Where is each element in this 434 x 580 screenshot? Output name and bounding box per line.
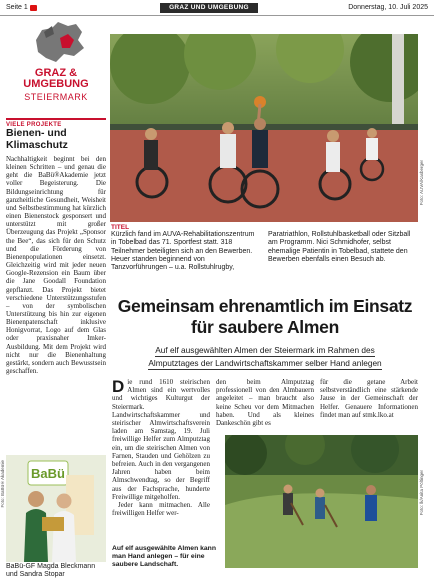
left-photo-credit: Foto: BaBü®Akademie: [0, 460, 5, 508]
left-headline: Bienen- und Klimaschutz: [6, 127, 68, 151]
svg-text:BaBü: BaBü: [31, 466, 65, 481]
subhead-line-1: Auf elf ausgewählten Almen der Steiermark im Rahmen des: [155, 345, 375, 355]
logo-subtitle: STEIERMARK: [24, 92, 88, 102]
wheelchair-basketball-photo: [110, 34, 418, 222]
caption-column-1: Kürzlich fand im AUVA-Rehabilitationszentrum in Tobelbad das 71. Sportfest statt. 318 Teilnehmer beteiligten sich an den Bewerben. Heuer standen beginnend von Tanzvorführungen – u.a. Rollstuhlrugby,: [111, 231, 255, 272]
krone-flag-icon: [30, 5, 37, 11]
bottom-photo-caption: Auf elf ausgewählte Almen kann man Hand anlegen – für eine saubere Landschaft.: [112, 545, 216, 568]
alm-cleanup-scene: [225, 435, 418, 568]
header-divider: [0, 15, 434, 16]
article-column-1: [112, 378, 210, 517]
styria-map-icon: [6, 18, 106, 68]
babu-photo: [6, 455, 106, 562]
left-body-text: Nachhaltigkeit beginnt bei den kleinen Schritten – und genau die geht die BaBü®Akademie jetzt voller Begeisterung. Die Bildungseinrichtung für ganzheitliche Gesundheit, Weisheit und Selbstbestimmung hat kürzlich einen Bienenstock gesponsert und unterstützt mit großer Überzeugung das Projekt „Sponsor the Bee“, das sich für den Schutz und die Förderung von Bienenpopulationen einsetzt. Gleichzeitig wird mit jeder neuen Google-Rezension ein Baum über die Jane Goodall Foundation gepflanzt. Das Projekt bietet verschiedene Unterstützungsstufen – von der symbolischen Unterstützung bis hin zur eigenen Bienenpatenschaft inklusive Honigvorrat, Logo auf dem Glas oder praxisnaher Imker-Ausbildung. Mit dem Projekt wird nicht nur die Bienenhaltung gestärkt, sondern auch Bewusstsein geschaffen.: [6, 155, 106, 376]
article-column-1-end: Jeder kann mitmachen. Alle freiwilligen Helfer wer-: [112, 501, 210, 518]
basketball-scene: [110, 34, 418, 222]
caption-column-2: Paratriathlon, Rollstuhlbasketball oder Sitzball am Programm. Nici Schmidhofer, selbst ehemalige Patientin in Tobelbad, stattete den Bewerben ebenfalls einen Besuch ab.: [268, 231, 411, 263]
drop-cap: D: [112, 377, 125, 396]
article-column-3: für die getane Arbeit selbstverständlich eine stärkende Jause in der Gemeinschaft der Helfer. Genauere Informationen findet man auf stmk.lko.at: [320, 378, 418, 419]
bottom-photo-credit: Foto: lk/Anita Pöltinger: [419, 470, 424, 516]
main-headline: Gemeinsam ehrenamtlich im Einsatz für saubere Almen: [117, 296, 413, 337]
article-column-2: den beim Almputztag professionell von den Almbauern angeleitet – man braucht also keine Scheu vor dem Mitmachen haben. Und als kleines Dankeschön gibt es: [216, 378, 314, 428]
caption-label: TITEL: [111, 224, 130, 231]
alm-cleanup-photo: [225, 435, 418, 568]
logo-title: [6, 68, 106, 90]
page-number: [6, 4, 37, 11]
subhead-line-2: Almputztages der Landwirtschaftskammer selber Hand anlegen: [148, 358, 382, 368]
logo-title-line1: GRAZ &: [34, 67, 78, 79]
left-photo-caption: BaBü-GF Magda Bleckmann und Sandra Stopar: [6, 563, 96, 578]
babu-photo-illustration: [6, 455, 106, 562]
top-photo-credit: Foto: AUVA/Kasberger: [419, 160, 424, 206]
left-kicker: VIELE PROJEKTE: [6, 118, 106, 128]
section-banner: GRAZ UND UMGEBUNG: [160, 3, 258, 13]
logo-title-line2: UMGEBUNG: [23, 78, 89, 90]
issue-date: Donnerstag, 10. Juli 2025: [348, 4, 428, 11]
article-column-1-text: ie rund 1610 steirischen Almen sind ein wertvolles und wichtiges Kulturgut der Steiermark. Landwirtschaftskammer und steirischer Almwirtschaftsverein laden am Samstag, 19. Juli freiwillige Helfer zum Almputztag ein, um die steirischen Almen von Farnen, Stauden und Gehölzen zu befreien. Auch in den vergangenen Jahren haben beim Almschwendtag, so der Begriff aus der Fachsprache, hunderte Freiwillige mitgeholfen.: [112, 378, 210, 501]
page-label: Seite 1: [6, 4, 28, 11]
main-subhead: [112, 344, 418, 370]
